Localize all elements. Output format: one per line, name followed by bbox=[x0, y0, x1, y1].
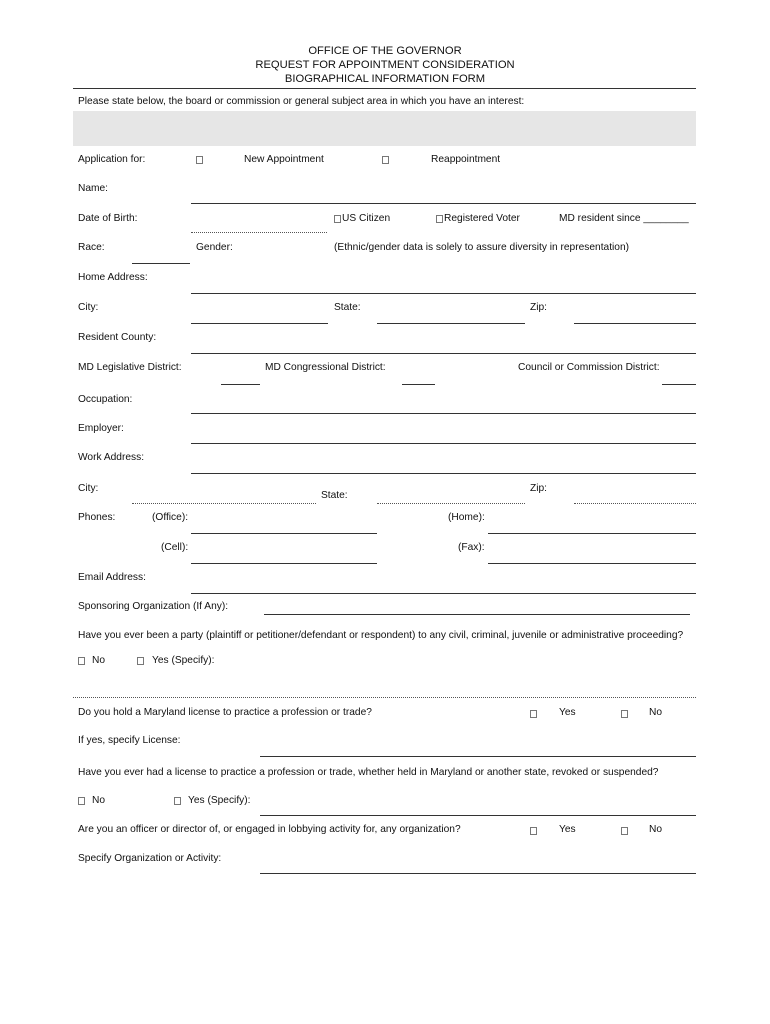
reappointment-checkbox[interactable] bbox=[382, 156, 389, 164]
phones-label: Phones: bbox=[78, 512, 116, 523]
revoked-no-checkbox[interactable] bbox=[78, 797, 85, 805]
party-yes-label: Yes (Specify): bbox=[152, 655, 215, 666]
occupation-label: Occupation: bbox=[78, 394, 133, 405]
congressional-district-field[interactable] bbox=[402, 384, 435, 385]
home-address-field[interactable] bbox=[191, 293, 696, 294]
revoked-specify-field[interactable] bbox=[260, 815, 696, 816]
license-no-label: No bbox=[649, 707, 663, 718]
work-zip-field[interactable] bbox=[574, 503, 696, 504]
license-yes-label: Yes bbox=[559, 707, 576, 718]
fax-label: (Fax): bbox=[458, 542, 485, 553]
home-zip-label: Zip: bbox=[530, 302, 547, 313]
work-address-field[interactable] bbox=[191, 473, 696, 474]
specify-organization-label: Specify Organization or Activity: bbox=[78, 853, 222, 864]
cell-phone-field[interactable] bbox=[191, 563, 377, 564]
council-district-field[interactable] bbox=[662, 384, 696, 385]
party-no-checkbox[interactable] bbox=[78, 657, 85, 665]
license-no-checkbox[interactable] bbox=[621, 710, 628, 718]
work-zip-label: Zip: bbox=[530, 483, 547, 494]
home-zip-field[interactable] bbox=[574, 323, 696, 324]
race-label: Race: bbox=[78, 242, 105, 253]
form-title-line-3: BIOGRAPHICAL INFORMATION FORM bbox=[284, 73, 486, 85]
party-yes-checkbox[interactable] bbox=[137, 657, 144, 665]
officer-yes-label: Yes bbox=[559, 824, 576, 835]
gender-label: Gender: bbox=[196, 242, 233, 253]
work-city-label: City: bbox=[78, 483, 99, 494]
congressional-district-label: MD Congressional District: bbox=[265, 362, 386, 373]
home-state-label: State: bbox=[334, 302, 361, 313]
legislative-district-label: MD Legislative District: bbox=[78, 362, 182, 373]
officer-no-checkbox[interactable] bbox=[621, 827, 628, 835]
office-phone-field[interactable] bbox=[191, 533, 377, 534]
registered-voter-label: Registered Voter bbox=[444, 213, 520, 224]
header-rule bbox=[73, 88, 696, 89]
party-no-label: No bbox=[92, 655, 106, 666]
date-of-birth-label: Date of Birth: bbox=[78, 213, 138, 224]
specify-organization-field[interactable] bbox=[260, 873, 696, 874]
council-district-label: Council or Commission District: bbox=[518, 362, 660, 373]
home-phone-field[interactable] bbox=[488, 533, 696, 534]
party-proceeding-question: Have you ever been a party (plaintiff or petitioner/defendant or respondent) to any civil, criminal, juvenile or administrative proceeding? bbox=[78, 630, 684, 641]
revoked-yes-label: Yes (Specify): bbox=[188, 795, 251, 806]
diversity-note: (Ethnic/gender data is solely to assure diversity in representation) bbox=[334, 242, 630, 253]
email-field[interactable] bbox=[191, 593, 696, 594]
revoked-question: Have you ever had a license to practice a profession or trade, whether held in Maryland or another state, revoked or suspended? bbox=[78, 767, 659, 778]
registered-voter-checkbox[interactable] bbox=[436, 215, 443, 223]
fax-field[interactable] bbox=[488, 563, 696, 564]
new-appointment-checkbox[interactable] bbox=[196, 156, 203, 164]
office-phone-label: (Office): bbox=[152, 512, 189, 523]
specify-license-field[interactable] bbox=[260, 756, 696, 757]
name-label: Name: bbox=[78, 183, 109, 194]
work-state-label: State: bbox=[321, 490, 348, 501]
form-title-line-1: OFFICE OF THE GOVERNOR bbox=[308, 45, 462, 57]
name-field[interactable] bbox=[191, 203, 696, 204]
md-license-question: Do you hold a Maryland license to practice a profession or trade? bbox=[78, 707, 372, 718]
date-of-birth-field[interactable] bbox=[191, 232, 327, 233]
us-citizen-label: US Citizen bbox=[342, 213, 391, 224]
form-title-line-2: REQUEST FOR APPOINTMENT CONSIDERATION bbox=[255, 59, 515, 71]
new-appointment-label: New Appointment bbox=[244, 154, 324, 165]
work-city-field[interactable] bbox=[132, 503, 316, 504]
home-city-field[interactable] bbox=[191, 323, 328, 324]
occupation-field[interactable] bbox=[191, 413, 696, 414]
legislative-district-field[interactable] bbox=[221, 384, 260, 385]
reappointment-label: Reappointment bbox=[431, 154, 501, 165]
license-yes-checkbox[interactable] bbox=[530, 710, 537, 718]
sponsoring-org-field[interactable] bbox=[264, 614, 690, 615]
resident-county-label: Resident County: bbox=[78, 332, 157, 343]
us-citizen-checkbox[interactable] bbox=[334, 215, 341, 223]
employer-label: Employer: bbox=[78, 423, 124, 434]
interest-prompt: Please state below, the board or commission or general subject area in which you have an interest: bbox=[78, 96, 525, 107]
md-resident-since-field[interactable]: MD resident since ________ bbox=[559, 213, 689, 224]
home-phone-label: (Home): bbox=[448, 512, 485, 523]
specify-license-label: If yes, specify License: bbox=[78, 735, 181, 746]
interest-field[interactable] bbox=[73, 111, 696, 146]
email-label: Email Address: bbox=[78, 572, 146, 583]
resident-county-field[interactable] bbox=[191, 353, 696, 354]
home-address-label: Home Address: bbox=[78, 272, 148, 283]
work-state-field[interactable] bbox=[377, 503, 525, 504]
officer-question: Are you an officer or director of, or engaged in lobbying activity for, any organization? bbox=[78, 824, 461, 835]
party-specify-field[interactable] bbox=[73, 697, 696, 698]
revoked-yes-checkbox[interactable] bbox=[174, 797, 181, 805]
work-address-label: Work Address: bbox=[78, 452, 145, 463]
revoked-no-label: No bbox=[92, 795, 106, 806]
race-field[interactable] bbox=[132, 263, 190, 264]
employer-field[interactable] bbox=[191, 443, 696, 444]
officer-no-label: No bbox=[649, 824, 663, 835]
application-for-label: Application for: bbox=[78, 154, 146, 165]
sponsoring-org-label: Sponsoring Organization (If Any): bbox=[78, 601, 229, 612]
cell-phone-label: (Cell): bbox=[161, 542, 189, 553]
home-state-field[interactable] bbox=[377, 323, 525, 324]
home-city-label: City: bbox=[78, 302, 99, 313]
officer-yes-checkbox[interactable] bbox=[530, 827, 537, 835]
